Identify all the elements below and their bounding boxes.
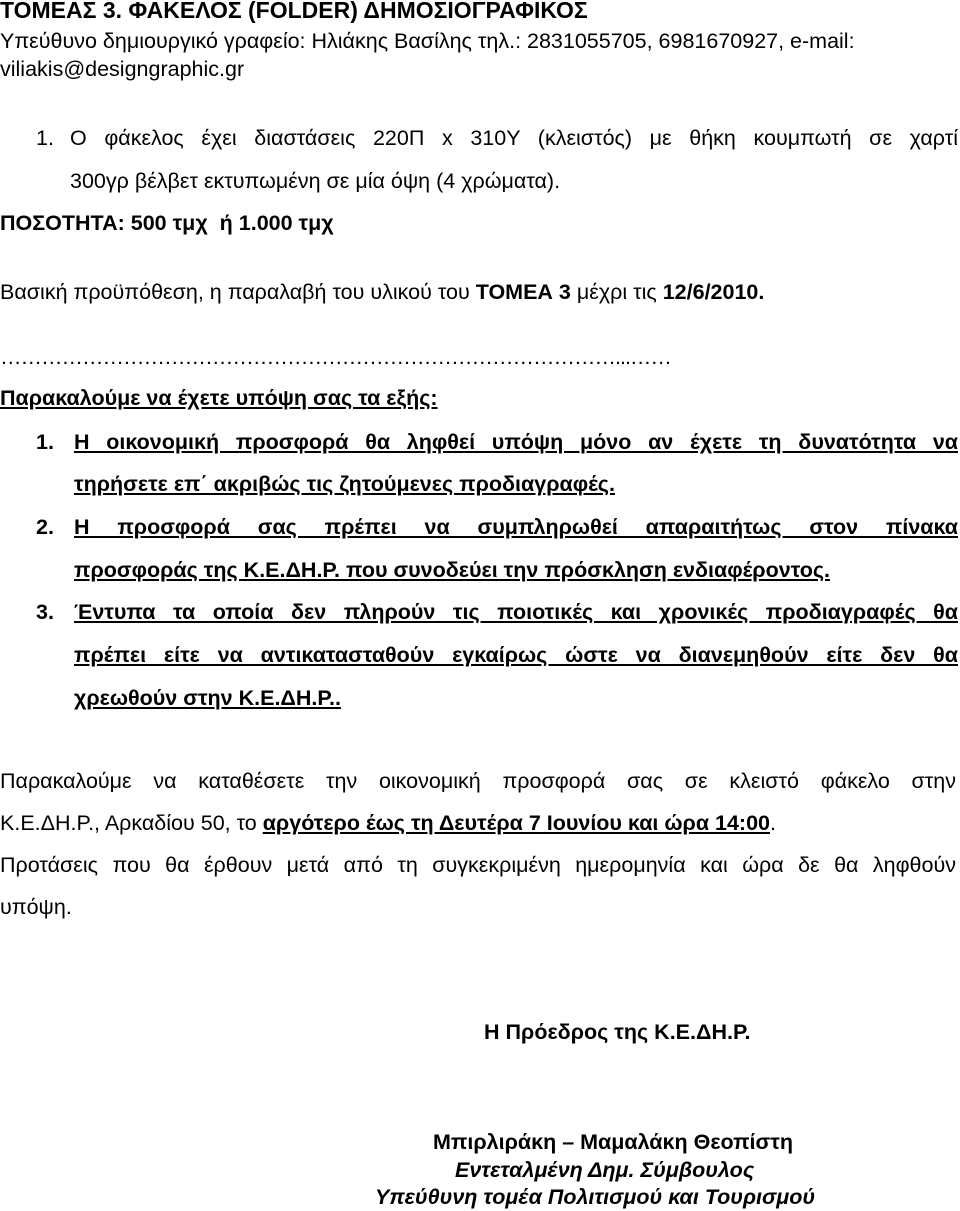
submission-line-2 — [0, 809, 776, 837]
signature-title-2: Υπεύθυνη τομέα Πολιτισμού και Τουρισμού — [375, 1185, 816, 1209]
note-3-number: 3. — [36, 600, 54, 624]
submission-address: Κ.Ε.ΔΗ.Ρ., Αρκαδίου 50, το — [0, 811, 263, 835]
condition-middle: μέχρι τις — [570, 280, 663, 304]
signature-name: Μπιρλιράκη – Μαμαλάκη Θεοπίστη — [433, 1130, 793, 1154]
submission-period: . — [770, 811, 776, 835]
note-3-line-3: χρεωθούν στην Κ.Ε.ΔΗ.Ρ.. — [74, 686, 341, 710]
spec-line-1: Ο φάκελος έχει διαστάσεις 220Π x 310Υ (κλειστός) με θήκη κουμπωτή σε χαρτί — [70, 126, 958, 150]
note-1-line-1: Η οικονομική προσφορά θα ληφθεί υπόψη μόνο αν έχετε τη δυνατότητα να — [74, 430, 958, 454]
note-1-number: 1. — [36, 430, 54, 454]
contact-email: viliakis@designgraphic.gr — [0, 57, 245, 81]
submission-line-4: υπόψη. — [0, 895, 72, 919]
condition-line — [0, 278, 764, 306]
signature-title-1: Εντεταλμένη Δημ. Σύμβουλος — [455, 1158, 755, 1182]
submission-line-3: Προτάσεις που θα έρθουν μετά από τη συγκεκριμένη ημερομηνία και ώρα δε θα ληφθούν — [0, 853, 956, 877]
note-2-number: 2. — [36, 515, 54, 539]
spec-line-2: 300γρ βέλβετ εκτυπωμένη σε μία όψη (4 χρώματα). — [70, 169, 561, 193]
notes-heading: Παρακαλούμε να έχετε υπόψη σας τα εξής: — [0, 386, 438, 410]
condition-prefix: Βασική προϋπόθεση, η παραλαβή του υλικού του — [0, 280, 476, 304]
submission-line-1: Παρακαλούμε να καταθέσετε την οικονομική προσφορά σας σε κλειστό φάκελο στην — [0, 769, 956, 793]
condition-sector: ΤΟΜΕΑ 3 — [475, 280, 571, 304]
note-1-line-2: τηρήσετε επ΄ ακριβώς τις ζητούμενες προδιαγραφές. — [74, 472, 615, 496]
note-3-line-2: πρέπει είτε να αντικατασταθούν εγκαίρως ώστε να διανεμηθούν είτε δεν θα — [74, 643, 958, 667]
note-2-line-2: προσφοράς της Κ.Ε.ΔΗ.Ρ. που συνοδεύει την πρόσκληση ενδιαφέροντος. — [74, 558, 830, 582]
note-3-line-1: Έντυπα τα οποία δεν πληρούν τις ποιοτικές και χρονικές προδιαγραφές θα — [74, 600, 958, 624]
signature-role: Η Πρόεδρος της Κ.Ε.ΔΗ.Ρ. — [484, 1020, 751, 1044]
document-title: ΤΟΜΕΑΣ 3. ΦΑΚΕΛΟΣ (FOLDER) ΔΗΜΟΣΙΟΓΡΑΦΙΚΟΣ — [0, 0, 588, 23]
submission-deadline: αργότερο έως τη Δευτέρα 7 Ιουνίου και ώρα 14:00 — [262, 811, 770, 835]
condition-date: 12/6/2010. — [662, 280, 765, 304]
note-2-line-1: Η προσφορά σας πρέπει να συμπληρωθεί απαραιτήτως στον πίνακα — [74, 515, 958, 539]
separator-dots: ………………………………………………………………………………...…… — [0, 345, 671, 369]
quantity-line: ΠΟΣΟΤΗΤΑ: 500 τμχ ή 1.000 τμχ — [0, 211, 334, 235]
spec-number: 1. — [36, 126, 54, 150]
contact-line: Υπεύθυνο δημιουργικό γραφείο: Ηλιάκης Βασίλης τηλ.: 2831055705, 6981670927, e-mail: — [0, 29, 855, 53]
